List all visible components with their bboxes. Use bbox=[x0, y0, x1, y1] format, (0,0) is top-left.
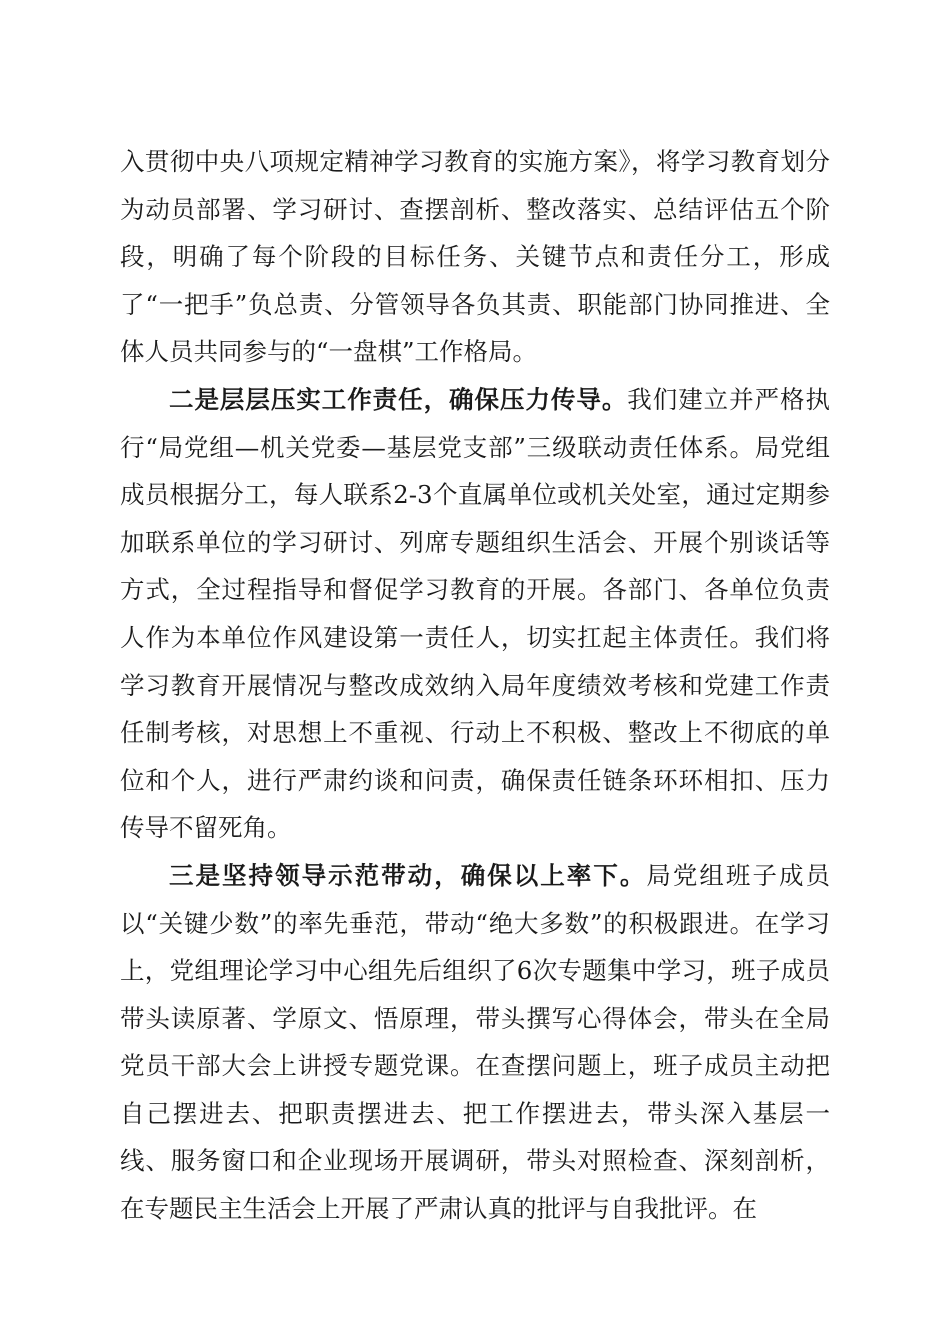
paragraph-lead-heading: 二是层层压实工作责任，确保压力传导。 bbox=[169, 384, 628, 414]
paragraph-lead-heading: 三是坚持领导示范带动，确保以上率下。 bbox=[169, 860, 647, 890]
paragraph-text: 入贯彻中央八项规定精神学习教育的实施方案》，将学习教育划分为动员部署、学习研讨、查摆剖析、整改落实、总结评估五个阶段，明确了每个阶段的目标任务、关键节点和责任分工，形成了“一把手”负总责、分管领导各负其责、职能部门协同推进、全体人员共同参与的“一盘棋”工作格局。 bbox=[120, 147, 830, 367]
paragraph-text: 我们建立并严格执行“局党组—机关党委—基层党支部”三级联动责任体系。局党组成员根据分工，每人联系2-3个直属单位或机关处室，通过定期参加联系单位的学习研讨、列席专题组织生活会、开展个别谈话等方式，全过程指导和督促学习教育的开展。各部门、各单位负责人作为本单位作风建设第一责任人，切实扛起主体责任。我们将学习教育开展情况与整改成效纳入局年度绩效考核和党建工作责任制考核，对思想上不重视、行动上不积极、整改上不彻底的单位和个人，进行严肃约谈和问责，确保责任链条环环相扣、压力传导不留死角。 bbox=[120, 384, 831, 843]
paragraph-leadership bbox=[120, 852, 830, 1233]
paragraph-continuation bbox=[120, 138, 830, 376]
paragraph-responsibility bbox=[120, 376, 830, 852]
paragraph-text: 局党组班子成员以“关键少数”的率先垂范，带动“绝大多数”的积极跟进。在学习上，党组理论学习中心组先后组织了6次专题集中学习，班子成员带头读原著、学原文、悟原理，带头撰写心得体会，带头在全局党员干部大会上讲授专题党课。在查摆问题上，班子成员主动把自己摆进去、把职责摆进去、把工作摆进去，带头深入基层一线、服务窗口和企业现场开展调研，带头对照检查、深刻剖析，在专题民主生活会上开展了严肃认真的批评与自我批评。在 bbox=[120, 860, 830, 1224]
document-body bbox=[120, 138, 830, 1233]
